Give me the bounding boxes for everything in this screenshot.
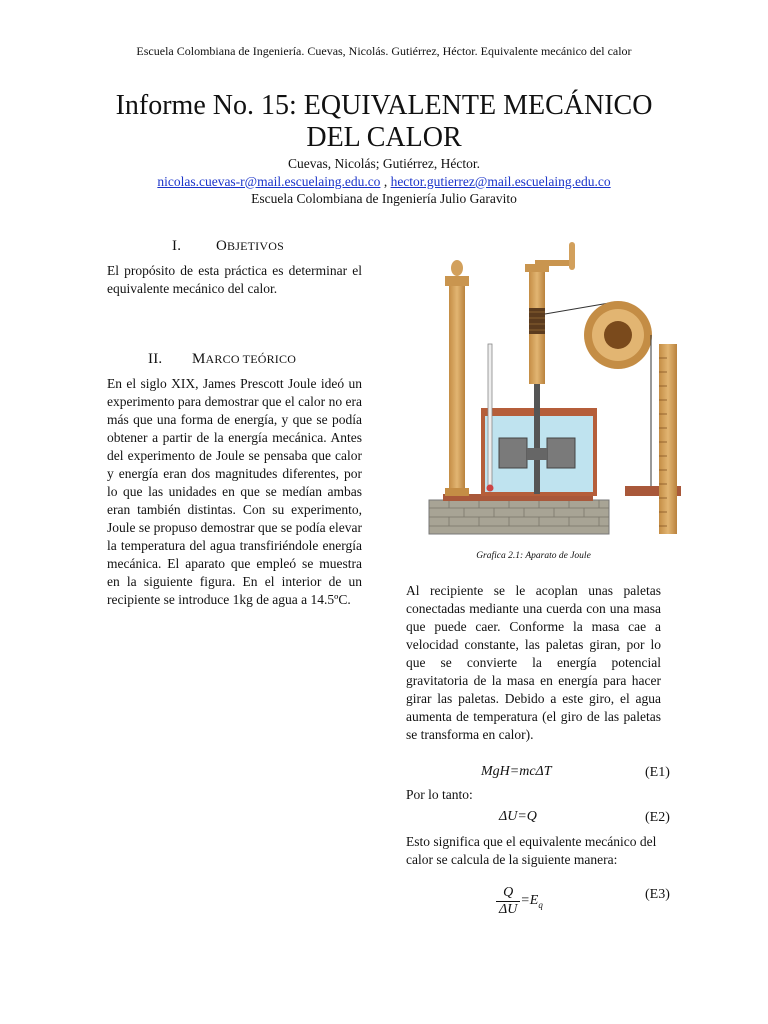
fraction-denominator: ΔU [499,902,518,917]
section-title-initial: O [216,238,228,254]
equation-e3-subscript: q [538,899,543,910]
section-heading-objetivos [172,238,284,255]
section-body-objetivos: El propósito de esta práctica es determinar el equivalente mecánico del calor. [107,263,362,296]
author-block [0,155,768,208]
title-line-2: DEL CALOR [306,122,462,153]
fraction-numerator: Q [496,885,520,902]
equation-e3 [496,885,543,918]
equation-e2: ΔU=Q [499,809,537,824]
author-emails [0,173,768,191]
email-link-2[interactable]: hector.gutierrez@mail.escuelaing.edu.co [390,173,611,189]
figure-caption: Grafica 2.1: Aparato de Joule [476,551,591,561]
author-names: Cuevas, Nicolás; Gutiérrez, Héctor. [288,156,480,171]
section-number: I. [172,238,182,254]
title-line-1: Informe No. 15: EQUIVALENTE MECÁNICO [115,90,653,121]
apparatus-description: Al recipiente se le acoplan unas paletas conectadas mediante una cuerda con una masa que puede caer. Conforme la masa cae a velocidad constante, las paletas giran, por lo que se convierte la energía potencial gravitatoria de la masa en energía para hacer girar las paletas. Debido a este giro, el agua aumenta de temperatura (el giro de las paletas se transforma en calor). [406,583,661,742]
section-heading-marco-teorico [148,351,296,368]
equation-e1: MgH=mcΔT [481,764,552,779]
equation-e3-rhs [520,893,543,910]
section-number: II. [148,351,163,367]
paper-title [60,90,708,154]
equation-e2-label: (E2) [645,810,670,825]
section-title-rest: BJETIVOS [227,239,284,253]
joule-apparatus-illustration [425,238,681,538]
section-body-marco-teorico: En el siglo XIX, James Prescott Joule ideó un experimento para demostrar que el calor no era más que una forma de energía, y que se podía obtener a partir de la energía mecánica. Antes del experimento de Joule se pensaba que calor y energía eran dos magnitudes diferentes, por lo que las unidades en que se medían ambas eran también distintas. Con su experimento, Joule se propuso demostrar que se podía elevar la temperatura del agua transfiriéndole energía mecánica. El aparato que empleó se muestra en la siguiente figura. En el interior de un recipiente se introduce 1kg de agua a 14.5ºC. [107,376,362,607]
section-title-initial: M [192,351,206,367]
affiliation: Escuela Colombiana de Ingeniería Julio Garavito [251,191,517,206]
equation-e3-fraction [496,885,520,918]
equation-e2-lead: Por lo tanto: [406,787,473,802]
section-title-rest: ARCO TEÓRICO [205,352,297,366]
joule-apparatus-figure [425,238,681,538]
equation-e3-rhs-text: =E [520,893,539,909]
equation-e3-lead: Esto significa que el equivalente mecánico del calor se calcula de la siguiente manera: [406,834,657,867]
equation-e1-label: (E1) [645,765,670,780]
running-head: Escuela Colombiana de Ingeniería. Cuevas, Nicolás. Gutiérrez, Héctor. Equivalente mecánico del calor [136,44,632,58]
equation-e3-label: (E3) [645,887,670,902]
email-link-1[interactable]: nicolas.cuevas-r@mail.escuelaing.edu.co [157,173,381,189]
email-separator: , [380,173,391,189]
